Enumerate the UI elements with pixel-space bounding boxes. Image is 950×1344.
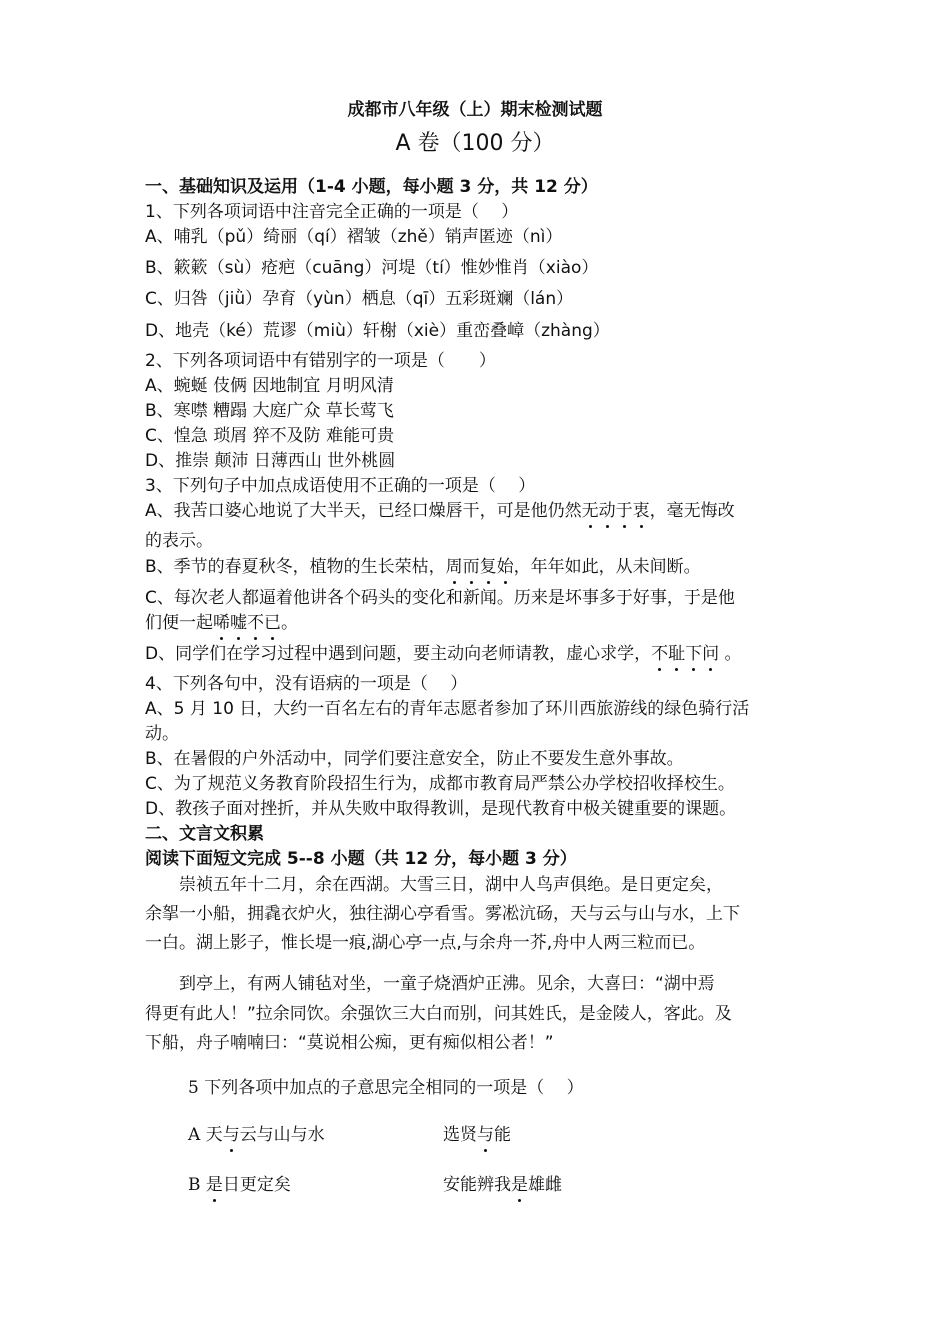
q5-a-left-dotted-char: 与	[222, 1125, 240, 1145]
q5-option-b-right	[443, 1174, 562, 1196]
q5-b-left-dotted-char: 是	[205, 1175, 223, 1195]
passage-line: 得更有此人！”拉余同饮。余强饮三大白而别，问其姓氏，是金陵人，客此。及	[145, 1004, 732, 1024]
q5-b-right-text: 安能辨我	[443, 1175, 511, 1195]
dotted-char: 嘘	[230, 613, 247, 633]
q3-b-text-end: ，年年如此，从未间断。	[513, 557, 701, 577]
q3-d-text: D、同学们在学习过程中遇到问题，要主动向老师请教，虚心求学，	[145, 644, 652, 664]
q5-option-b-left	[188, 1174, 291, 1196]
dotted-char: 无	[581, 501, 599, 521]
section1-heading: 一、基础知识及运用（1-4 小题，每小题 3 分，共 12 分）	[145, 177, 598, 197]
q1-stem: 1、下列各项词语中注音完全正确的一项是（ ）	[145, 202, 519, 222]
q5-b-left-text: B	[188, 1175, 206, 1195]
q4-stem: 4、下列各句中，没有语病的一项是（ ）	[145, 674, 468, 694]
dotted-char: 于	[615, 501, 633, 521]
q3-option-c-cont	[145, 612, 298, 634]
q5-a-left-text-end: 云与山与水	[239, 1125, 325, 1145]
q2-option-c: C、惶急 琐屑 猝不及防 难能可贵	[145, 426, 395, 446]
dotted-char: 动	[598, 501, 616, 521]
q3-c-text: 们便一起	[145, 613, 213, 633]
q4-option-d: D、教孩子面对挫折，并从失败中取得教训，是现代教育中极关键重要的课题。	[145, 799, 737, 819]
q5-a-left-text: A 天	[188, 1125, 223, 1145]
q4-option-a-cont: 动。	[145, 724, 179, 744]
q3-b-idiom	[446, 557, 514, 577]
dotted-char: 复	[479, 557, 497, 577]
q2-option-d: D、推崇 颠沛 日薄西山 世外桃圆	[145, 451, 396, 471]
dotted-char: 下	[685, 644, 703, 664]
dotted-char: 耻	[668, 644, 686, 664]
q5-option-a-left	[188, 1124, 325, 1146]
exam-subtitle: A 卷（100 分）	[395, 131, 555, 156]
q5-stem: 5 下列各项中加点的子意思完全相同的一项是（ ）	[188, 1078, 584, 1098]
passage-line: 一白。湖上影子，惟长堤一痕,湖心亭一点,与余舟一芥,舟中人两三粒而已。	[145, 933, 706, 953]
q3-b-text: B、季节的春夏秋冬，植物的生长荣枯，	[145, 557, 446, 577]
q3-d-idiom	[651, 644, 719, 664]
q5-option-a-right	[443, 1124, 511, 1146]
q1-option-b: B、簌簌（sù）疮疤（cuāng）河堤（tí）惟妙惟肖（xiào）	[145, 258, 599, 278]
q3-option-a	[145, 500, 735, 522]
q2-option-b: B、寒噤 糟蹋 大庭广众 草长莺飞	[145, 401, 394, 421]
dotted-char: 不	[247, 613, 264, 633]
q3-option-b	[145, 556, 701, 578]
q5-a-right-text: 选贤	[443, 1125, 477, 1145]
q5-b-right-text-end: 雄雌	[528, 1175, 562, 1195]
passage-line: 余挐一小船，拥毳衣炉火，独往湖心亭看雪。雾凇沆砀，天与云与山与水，上下	[145, 904, 740, 924]
dotted-char: 问	[702, 644, 720, 664]
q1-option-c: C、归咎（jiǜ）孕育（yùn）栖息（qī）五彩斑斓（lán）	[145, 289, 574, 309]
passage-line: 崇祯五年十二月，余在西湖。大雪三日，湖中人鸟声俱绝。是日更定矣，	[145, 875, 723, 895]
exam-title: 成都市八年级（上）期末检测试题	[347, 100, 603, 120]
q3-a-idiom	[582, 501, 650, 521]
q3-c-idiom	[213, 613, 281, 633]
dotted-char: 不	[651, 644, 669, 664]
q3-d-text-end: 。	[719, 644, 742, 664]
dotted-char: 周	[445, 557, 463, 577]
q5-b-right-dotted-char: 是	[511, 1175, 528, 1195]
section2-instruction: 阅读下面短文完成 5--8 小题（共 12 分，每小题 3 分）	[145, 849, 577, 869]
dotted-char: 衷	[632, 501, 650, 521]
q5-a-right-dotted-char: 与	[477, 1125, 494, 1145]
q4-option-a: A、5 月 10 日，大约一百名左右的青年志愿者参加了环川西旅游线的绿色骑行活	[145, 699, 750, 719]
q4-option-c: C、为了规范义务教育阶段招生行为，成都市教育局严禁公办学校招收择校生。	[145, 774, 735, 794]
dotted-char: 已	[264, 613, 281, 633]
q3-option-d	[145, 643, 742, 665]
dotted-char: 始	[496, 557, 514, 577]
q3-stem: 3、下列句子中加点成语使用不正确的一项是（ ）	[145, 476, 536, 496]
q3-option-a-cont: 的表示。	[145, 531, 213, 551]
passage-line: 到亭上，有两人铺毡对坐，一童子烧酒炉正沸。见余，大喜曰：“湖中焉	[145, 974, 715, 994]
q3-a-text: A、我苦口婆心地说了大半天，已经口燥唇干，可是他仍然	[145, 501, 582, 521]
q4-option-b: B、在暑假的户外活动中，同学们要注意安全，防止不要发生意外事故。	[145, 749, 684, 769]
dotted-char: 而	[462, 557, 480, 577]
section2-heading: 二、文言文积累	[145, 824, 264, 844]
q5-b-left-text-end: 日更定矣	[222, 1175, 291, 1195]
passage-line: 下船，舟子喃喃曰：“莫说相公痴，更有痴似相公者！”	[145, 1033, 554, 1053]
q3-c-text-end: 。	[281, 613, 298, 633]
q1-option-a: A、哺乳（pǔ）绮丽（qí）褶皱（zhě）销声匿迹（nì）	[145, 227, 563, 247]
q1-option-d: D、地壳（ké）荒谬（miù）轩榭（xiè）重峦叠嶂（zhàng）	[145, 321, 610, 341]
q2-option-a: A、蜿蜒 伎俩 因地制宜 月明风清	[145, 376, 394, 396]
q3-a-text-end: ，毫无悔改	[649, 501, 735, 521]
q5-a-right-text-end: 能	[494, 1125, 511, 1145]
q3-option-c: C、每次老人都逼着他讲各个码头的变化和新闻。历来是坏事多于好事，于是他	[145, 588, 735, 608]
dotted-char: 唏	[213, 613, 230, 633]
q2-stem: 2、下列各项词语中有错别字的一项是（ ）	[145, 351, 496, 371]
